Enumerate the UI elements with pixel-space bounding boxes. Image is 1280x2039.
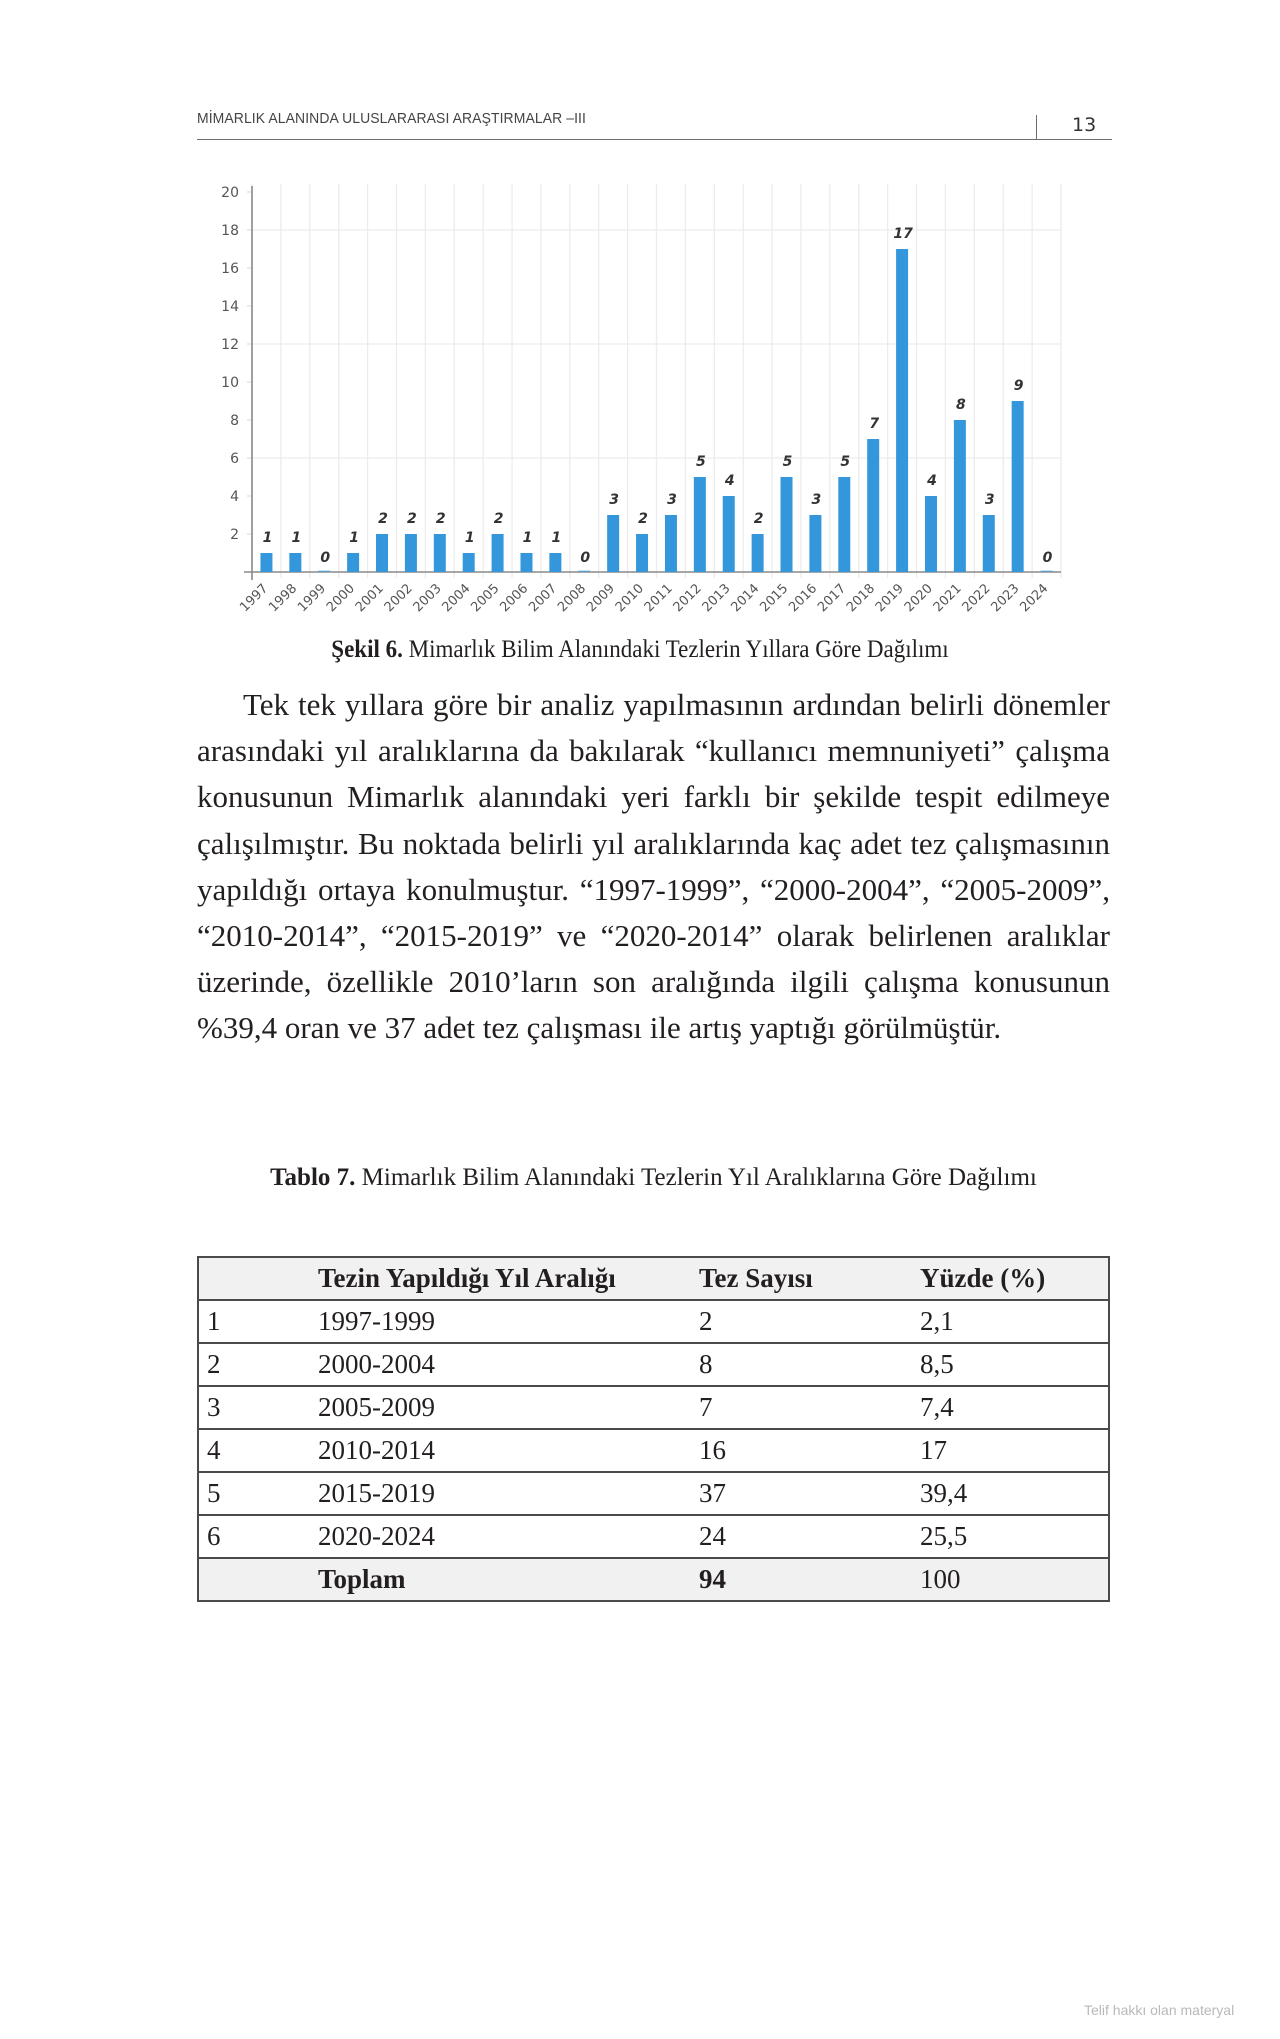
bar [983,515,995,572]
bar [636,534,648,572]
bar [347,553,359,572]
body-paragraph [197,682,1110,1052]
bar-value-label: 1 [262,530,273,546]
bar [289,553,301,572]
bar [694,477,706,572]
header-year-range: Tezin Yapıldığı Yıl Aralığı [310,1257,691,1300]
bar-chart [0,0,1280,640]
figure-caption [51,636,1229,664]
bar-value-label: 4 [724,473,735,489]
bar [434,534,446,572]
table-caption-text: Mimarlık Bilim Alanındaki Tezlerin Yıl Aralıklarına Göre Dağılımı [355,1164,1037,1191]
bar [954,420,966,572]
bar-value-label: 2 [407,511,417,527]
cell-percent: 17 [912,1429,1109,1472]
x-tick-label: 2017 [815,581,850,616]
x-tick-label: 2021 [930,581,965,616]
x-tick-label: 2006 [497,581,532,616]
x-tick-label: 2023 [988,581,1023,616]
bar-value-label: 1 [291,530,302,546]
cell-index: 4 [198,1429,310,1472]
bar-value-label: 2 [638,511,648,527]
cell-year-range: 2010-2014 [310,1429,691,1472]
x-tick-label: 2001 [352,581,387,616]
x-tick-label: 2003 [410,581,445,616]
running-head-title: MİMARLIK ALANINDA ULUSLARARASI ARAŞTIRMALAR –III [197,110,586,127]
bar [896,249,908,572]
y-tick-label: 20 [221,185,239,201]
x-tick-label: 2024 [1017,581,1052,616]
x-tick-label: 2008 [555,581,590,616]
paragraph-text: Tek tek yıllara göre bir analiz yapılmasının ardından belirli dönemler arasındaki yıl aralıklarına da bakılarak “kullanıcı memnuniyeti” çalışma konusunun Mimarlık alanındaki yeri farklı bir şekilde tespit edilmeye çalışılmıştır. Bu noktada belirli yıl aralıklarında kaç adet tez çalışmasının yapıldığı ortaya konulmuştur. “1997-1999”, “2000-2004”, “2005-2009”, “2010-2014”, “2015-2019” ve “2020-2014” olarak belirlenen aralıklar üzerinde, özellikle 2010’ların son aralığında ilgili çalışma konusunun %39,4 oran ve 37 adet tez çalışması ile artış yaptığı görülmüştür. [197,687,1110,1046]
x-tick-label: 2007 [526,581,561,616]
x-tick-label: 1997 [237,581,272,616]
bar-value-label: 17 [893,226,913,242]
table-row [198,1472,1109,1515]
cell-index: 1 [198,1300,310,1343]
bar-value-label: 2 [493,511,504,527]
x-tick-label: 2019 [872,581,907,616]
table-total-row [198,1558,1109,1601]
bar-value-label: 0 [1042,550,1053,566]
cell-percent: 2,1 [912,1300,1109,1343]
bar [809,515,821,572]
bar [723,496,735,572]
page-number: 13 [1072,114,1097,136]
table-label: Tablo 7. [270,1164,356,1191]
x-tick-label: 2010 [612,581,647,616]
figure-label: Şekil 6. [331,636,403,663]
y-tick-label: 16 [221,261,239,277]
bar [838,477,850,572]
x-tick-label: 2016 [786,581,821,616]
cell-year-range: 2015-2019 [310,1472,691,1515]
cell-index: 6 [198,1515,310,1558]
table-row [198,1429,1109,1472]
bar [520,553,532,572]
bar [578,571,590,573]
data-table [197,1256,1110,1602]
x-tick-label: 2015 [757,581,792,616]
bar-value-label: 5 [782,454,793,470]
bar-value-label: 2 [753,511,764,527]
x-tick-label: 2009 [583,581,618,616]
x-tick-label: 2011 [641,581,676,616]
bar [781,477,793,572]
x-tick-label: 2002 [381,581,416,616]
cell-year-range: 2005-2009 [310,1386,691,1429]
bar-value-label: 1 [522,530,533,546]
header-count: Tez Sayısı [691,1257,912,1300]
bar [376,534,388,572]
bar [867,439,879,572]
bar [607,515,619,572]
bar-value-label: 2 [435,511,446,527]
bar-value-label: 9 [1013,378,1024,394]
cell-percent: 25,5 [912,1515,1109,1558]
table-row [198,1300,1109,1343]
y-tick-label: 8 [230,413,239,429]
y-tick-label: 12 [221,337,239,353]
bar [752,534,764,572]
cell-year-range: 1997-1999 [310,1300,691,1343]
bar-chart-svg [0,0,1280,640]
bar-value-label: 3 [811,492,822,508]
x-tick-label: 2020 [901,581,936,616]
x-tick-label: 2018 [844,581,879,616]
header-index [198,1257,310,1300]
cell-count: 37 [691,1472,912,1515]
cell-count: 2 [691,1300,912,1343]
bar-value-label: 1 [464,530,475,546]
cell-count: 24 [691,1515,912,1558]
bar-value-label: 7 [869,416,880,432]
y-tick-label: 4 [230,489,239,505]
cell-count: 8 [691,1343,912,1386]
bar-value-label: 3 [667,492,677,508]
y-tick-label: 10 [221,375,239,391]
bar-value-label: 1 [551,530,562,546]
table-row [198,1343,1109,1386]
x-tick-label: 2022 [959,581,994,616]
cell-index: 5 [198,1472,310,1515]
total-label: Toplam [310,1558,691,1601]
bar-value-label: 4 [927,473,937,489]
bar-value-label: 3 [609,492,620,508]
x-tick-label: 1999 [295,581,330,616]
x-tick-label: 2014 [728,581,763,616]
cell-year-range: 2020-2024 [310,1515,691,1558]
total-count: 94 [691,1558,912,1601]
bar-value-label: 8 [956,397,966,413]
cell-percent: 8,5 [912,1343,1109,1386]
bar [318,571,330,573]
x-tick-label: 2005 [468,581,503,616]
cell-index: 2 [198,1343,310,1386]
bar-value-label: 3 [984,492,995,508]
cell-index: 3 [198,1386,310,1429]
figure-caption-text: Mimarlık Bilim Alanındaki Tezlerin Yıllara Göre Dağılımı [402,636,949,663]
x-tick-label: 1998 [266,581,301,616]
x-tick-label: 2013 [699,581,734,616]
total-index [198,1558,310,1601]
y-tick-label: 2 [230,527,239,543]
table-caption [197,1160,1110,1196]
x-tick-label: 2004 [439,581,474,616]
bar [549,553,561,572]
bar [492,534,504,572]
bar-value-label: 2 [378,511,388,527]
bar [1012,401,1024,572]
table-row [198,1515,1109,1558]
total-percent: 100 [912,1558,1109,1601]
bar-value-label: 5 [695,454,706,470]
bar [665,515,677,572]
header-percent: Yüzde (%) [912,1257,1109,1300]
bar-value-label: 5 [840,454,851,470]
bar-value-label: 0 [320,550,331,566]
cell-year-range: 2000-2004 [310,1343,691,1386]
table-row [198,1386,1109,1429]
cell-count: 16 [691,1429,912,1472]
bar [1041,571,1053,573]
cell-percent: 39,4 [912,1472,1109,1515]
cell-percent: 7,4 [912,1386,1109,1429]
y-tick-label: 18 [221,223,239,239]
bar-value-label: 0 [580,550,591,566]
bar [260,553,272,572]
bar [463,553,475,572]
cell-count: 7 [691,1386,912,1429]
x-tick-label: 2012 [670,581,705,616]
table-header-row [198,1257,1109,1300]
bar [925,496,937,572]
y-tick-label: 14 [221,299,239,315]
copyright-watermark: Telif hakkı olan materyal [1084,2002,1235,2018]
bar [405,534,417,572]
bar-value-label: 1 [349,530,359,546]
y-tick-label: 6 [230,451,239,467]
x-tick-label: 2000 [323,581,358,616]
